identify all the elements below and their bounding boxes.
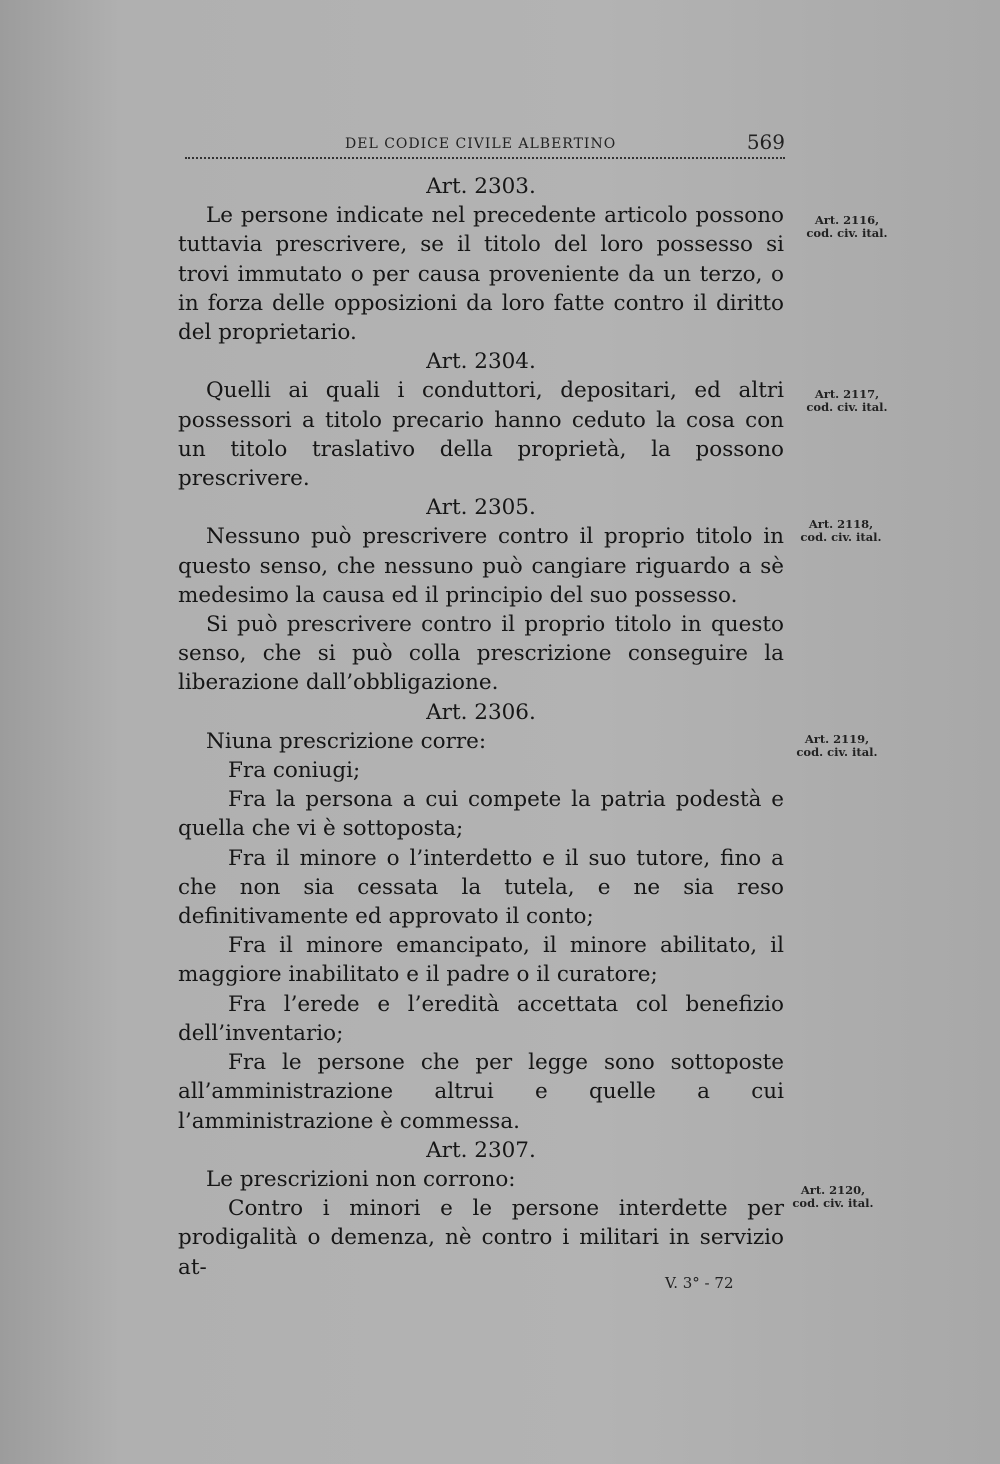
- article-paragraph: Si può prescrivere contro il proprio titolo in questo senso, che si può colla prescrizione conseguire la liberazione dall’obbligazione.: [178, 612, 784, 696]
- margin-note: [778, 1184, 888, 1210]
- article-item: Fra le persone che per legge sono sottoposte all’amministrazione altrui e quelle a cui l’amministrazione è commessa.: [178, 1050, 784, 1134]
- article-paragraph: Niuna prescrizione corre:: [206, 728, 487, 754]
- article-heading: Art. 2306.: [426, 699, 536, 725]
- article-paragraph: Le persone indicate nel precedente articolo possono tuttavia prescrivere, se il titolo del loro possesso si trovi immutato o per causa proveniente da un terzo, o in forza delle opposizioni da loro fatte contro il diritto del proprietario.: [178, 203, 784, 346]
- printer-signature: V. 3° - 72: [665, 1274, 734, 1292]
- margin-note-source: cod. civ. ital.: [806, 400, 888, 414]
- article-heading: Art. 2307.: [426, 1137, 536, 1163]
- margin-note: [792, 388, 902, 414]
- margin-note: [786, 518, 896, 544]
- margin-note-ref: Art. 2118,: [808, 517, 874, 531]
- article-item: Fra il minore o l’interdetto e il suo tutore, fino a che non sia cessata la tutela, e ne sia reso definitivamente ed approvato il conto;: [178, 845, 784, 930]
- margin-note-source: cod. civ. ital.: [796, 745, 878, 759]
- margin-note: [792, 214, 902, 240]
- article-paragraph: Nessuno può prescrivere contro il proprio titolo in questo senso, che nessuno può cangiare riguardo a sè medesimo la causa ed il principio del suo possesso.: [178, 524, 784, 608]
- margin-note-ref: Art. 2120,: [800, 1183, 866, 1197]
- header-rule: [185, 157, 785, 159]
- article-item: Fra l’erede e l’eredità accettata col benefizio dell’inventario;: [178, 991, 784, 1046]
- margin-note-ref: Art. 2116,: [814, 213, 880, 227]
- article-item: Fra il minore emancipato, il minore abilitato, il maggiore inabilitato e il padre o il curatore;: [178, 933, 784, 988]
- margin-note-source: cod. civ. ital.: [806, 226, 888, 240]
- page-body: [178, 172, 784, 1282]
- article-item: Fra la persona a cui compete la patria podestà e quella che vi è sottoposta;: [178, 787, 784, 842]
- article-heading: Art. 2305.: [426, 495, 536, 521]
- margin-note-ref: Art. 2117,: [814, 387, 880, 401]
- margin-note-source: cod. civ. ital.: [792, 1196, 874, 1210]
- article-paragraph: Quelli ai quali i conduttori, depositari, ed altri possessori a titolo precario hanno ceduto la cosa con un titolo traslativo della proprietà, la possono prescrivere.: [178, 378, 784, 492]
- article-item: Contro i minori e le persone interdette per prodigalità o demenza, nè contro i militari in servizio at-: [178, 1196, 784, 1280]
- article-heading: Art. 2304.: [426, 349, 536, 375]
- page-number: 569: [746, 130, 785, 154]
- margin-note-source: cod. civ. ital.: [800, 530, 882, 544]
- article-paragraph: Le prescrizioni non corrono:: [206, 1166, 516, 1192]
- margin-note: [782, 733, 892, 759]
- article-heading: Art. 2303.: [426, 174, 536, 199]
- running-title: DEL CODICE CIVILE ALBERTINO: [345, 136, 617, 152]
- article-item: Fra coniugi;: [228, 758, 361, 784]
- margin-note-ref: Art. 2119,: [804, 732, 870, 746]
- running-header: [185, 130, 785, 160]
